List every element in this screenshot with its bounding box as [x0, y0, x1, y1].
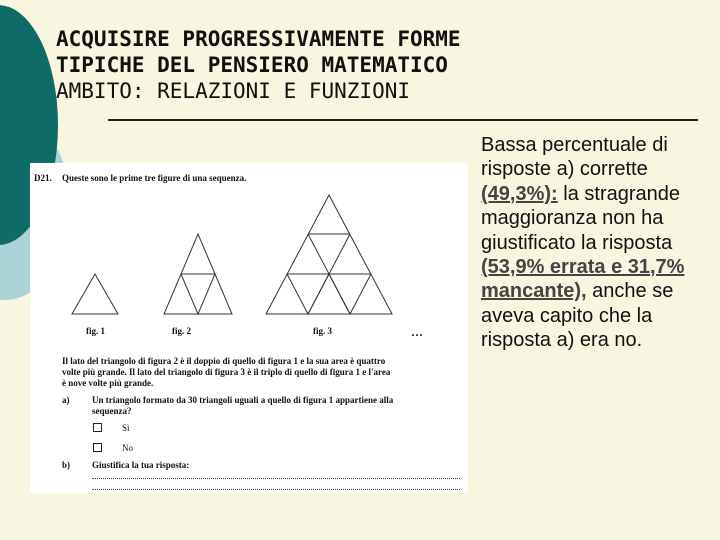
info-line-3: è nove volte più grande. [62, 378, 154, 388]
commentary-part-2: la stragrande maggioranza non ha giustificato la risposta [481, 182, 680, 254]
question-number: D21. [34, 173, 52, 183]
answer-line-1[interactable] [92, 478, 460, 479]
correct-percentage: (49,3%): [481, 182, 558, 205]
triangle-fig-2 [164, 234, 232, 314]
title-line-3: AMBITO: RELAZIONI E FUNZIONI [56, 79, 411, 103]
wrong-missing-percentages: (53,9% errata e 31,7% mancante), [481, 256, 685, 303]
question-b-label: b) [62, 460, 71, 470]
question-a-label: a) [62, 395, 70, 405]
option-no-checkbox[interactable] [93, 443, 102, 452]
slide-title [56, 26, 461, 104]
info-line-1: Il lato del triangolo di figura 2 è il doppio di quello di figura 1 e la sua area è quattro [62, 356, 386, 366]
question-intro: Queste sono le prime tre figure di una sequenza. [62, 173, 247, 183]
option-no-label: No [122, 443, 133, 453]
triangle-fig-3 [266, 195, 392, 314]
fig-3-label: fig. 3 [313, 326, 332, 336]
commentary-text [481, 133, 711, 353]
title-divider [108, 119, 698, 121]
option-yes-label: Sì [122, 423, 130, 433]
ellipsis: … [411, 325, 423, 339]
question-a-line-2: sequenza? [92, 406, 132, 416]
commentary-part-3: anche se aveva capito che la risposta a) era no. [481, 280, 674, 352]
title-line-1: ACQUISIRE PROGRESSIVAMENTE FORME [56, 27, 461, 51]
question-b-text: Giustifica la tua risposta: [92, 460, 190, 470]
answer-line-2[interactable] [92, 489, 460, 490]
option-yes-checkbox[interactable] [93, 423, 102, 432]
commentary-part-1: Bassa percentuale di risposte a) corrette [481, 134, 668, 181]
fig-2-label: fig. 2 [172, 326, 191, 336]
question-a-line-1: Un triangolo formato da 30 triangoli uguali a quello di figura 1 appartiene alla [92, 395, 394, 405]
title-line-2: TIPICHE DEL PENSIERO MATEMATICO [56, 53, 448, 77]
triangle-fig-1 [72, 274, 118, 314]
triangle-sequence [30, 188, 468, 348]
question-figure [30, 163, 468, 493]
info-line-2: volte più grande. Il lato del triangolo di figura 3 è il triplo di quello di figura 1 e l'area [62, 367, 391, 377]
fig-1-label: fig. 1 [86, 326, 105, 336]
